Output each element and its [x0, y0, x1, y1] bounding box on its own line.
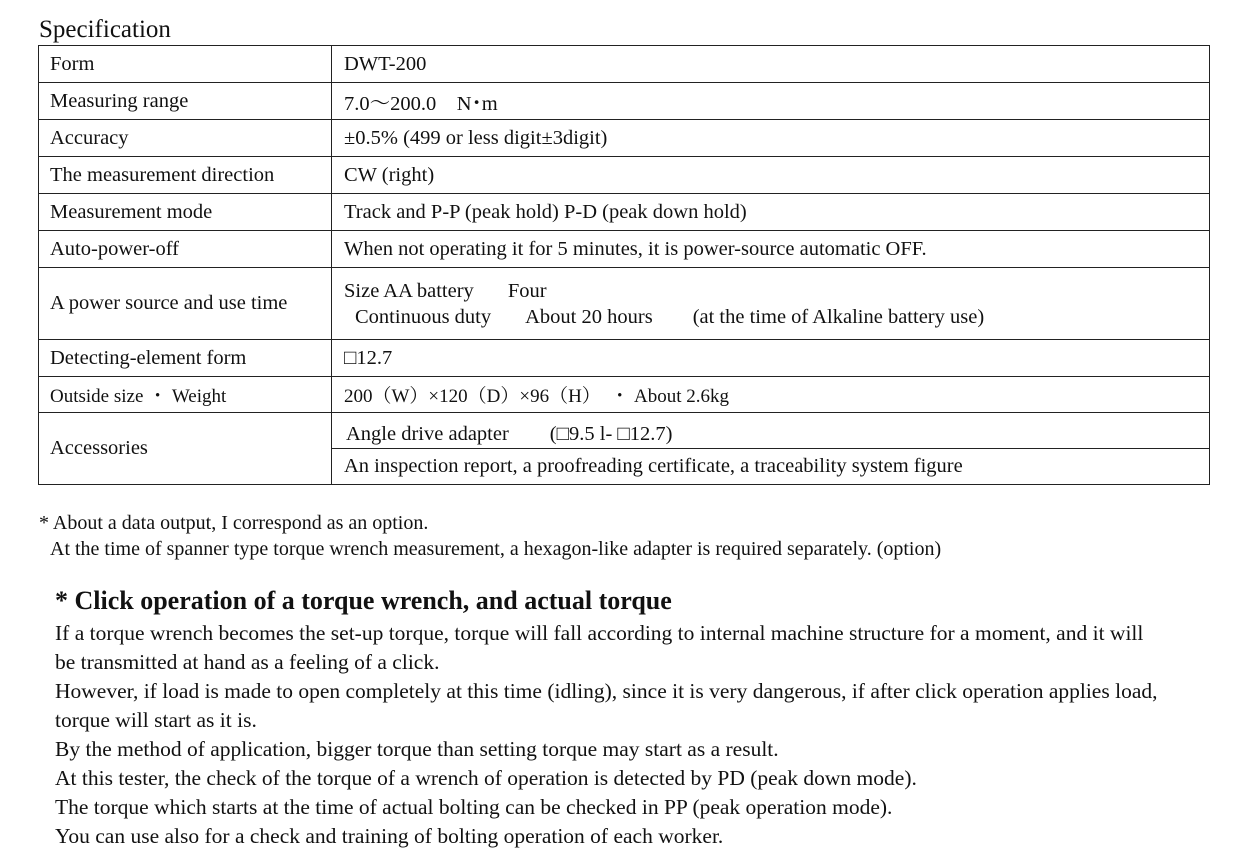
table-row: [39, 194, 1210, 231]
duty-note: (at the time of Alkaline battery use): [692, 305, 985, 328]
row-label: Accessories: [39, 413, 332, 485]
table-row: [39, 46, 1210, 83]
row-value: [332, 268, 1210, 340]
row-label: Detecting-element form: [39, 340, 332, 377]
row-value: When not operating it for 5 minutes, it is power-source automatic OFF.: [332, 231, 1210, 268]
row-label: Measurement mode: [39, 194, 332, 231]
battery-count: Four: [507, 279, 547, 302]
duty-time: About 20 hours: [525, 305, 653, 328]
row-label: Auto-power-off: [39, 231, 332, 268]
row-label: The measurement direction: [39, 157, 332, 194]
paragraph: By the method of application, bigger torque than setting torque may start as a result.: [55, 737, 779, 761]
row-value: Angle drive adapter (□9.5 l- □12.7): [332, 413, 1210, 449]
row-value: □12.7: [332, 340, 1210, 377]
note-line: At the time of spanner type torque wrench measurement, a hexagon-like adapter is required separately. (option): [50, 538, 942, 560]
table-row: [39, 413, 1210, 449]
row-value: An inspection report, a proofreading certificate, a traceability system figure: [332, 449, 1210, 485]
table-row: [39, 157, 1210, 194]
row-label: Form: [39, 46, 332, 83]
duty-label: Continuous duty: [355, 305, 492, 328]
row-value: CW (right): [332, 157, 1210, 194]
row-value: ±0.5% (499 or less digit±3digit): [332, 120, 1210, 157]
battery-size: Size AA battery: [344, 279, 474, 302]
table-row: [39, 340, 1210, 377]
power-line-2: [344, 304, 1198, 330]
paragraph: The torque which starts at the time of actual bolting can be checked in PP (peak operation mode).: [55, 795, 893, 819]
spec-table: [38, 45, 1210, 485]
paragraph: However, if load is made to open completely at this time (idling), since it is very dangerous, if after click operation applies load, torque will start as it is.: [55, 679, 1158, 732]
row-value: 7.0～200.0 N･m: [332, 83, 1210, 120]
row-label: Outside size ・ Weight: [39, 377, 332, 413]
row-label: Accuracy: [39, 120, 332, 157]
click-section-body: [55, 619, 1165, 851]
row-value: Track and P-P (peak hold) P-D (peak down hold): [332, 194, 1210, 231]
paragraph: At this tester, the check of the torque of a wrench of operation is detected by PD (peak down mode).: [55, 766, 917, 790]
table-row: [39, 120, 1210, 157]
click-section-heading: * Click operation of a torque wrench, and actual torque: [55, 586, 672, 615]
paragraph: If a torque wrench becomes the set-up torque, torque will fall according to internal machine structure for a moment, and it will be transmitted at hand as a feeling of a click.: [55, 621, 1144, 674]
table-row: [39, 231, 1210, 268]
note-line: * About a data output, I correspond as an option.: [39, 512, 429, 534]
notes: [39, 510, 941, 562]
table-row: [39, 83, 1210, 120]
table-row: [39, 377, 1210, 413]
row-value: DWT-200: [332, 46, 1210, 83]
power-line-1: [344, 278, 1198, 304]
paragraph: You can use also for a check and training of bolting operation of each worker.: [55, 824, 724, 848]
spec-title: Specification: [39, 16, 171, 43]
row-value: 200（W）×120（D）×96（H） ・ About 2.6kg: [332, 377, 1210, 413]
row-label: Measuring range: [39, 83, 332, 120]
table-row: [39, 268, 1210, 340]
row-label: A power source and use time: [39, 268, 332, 340]
